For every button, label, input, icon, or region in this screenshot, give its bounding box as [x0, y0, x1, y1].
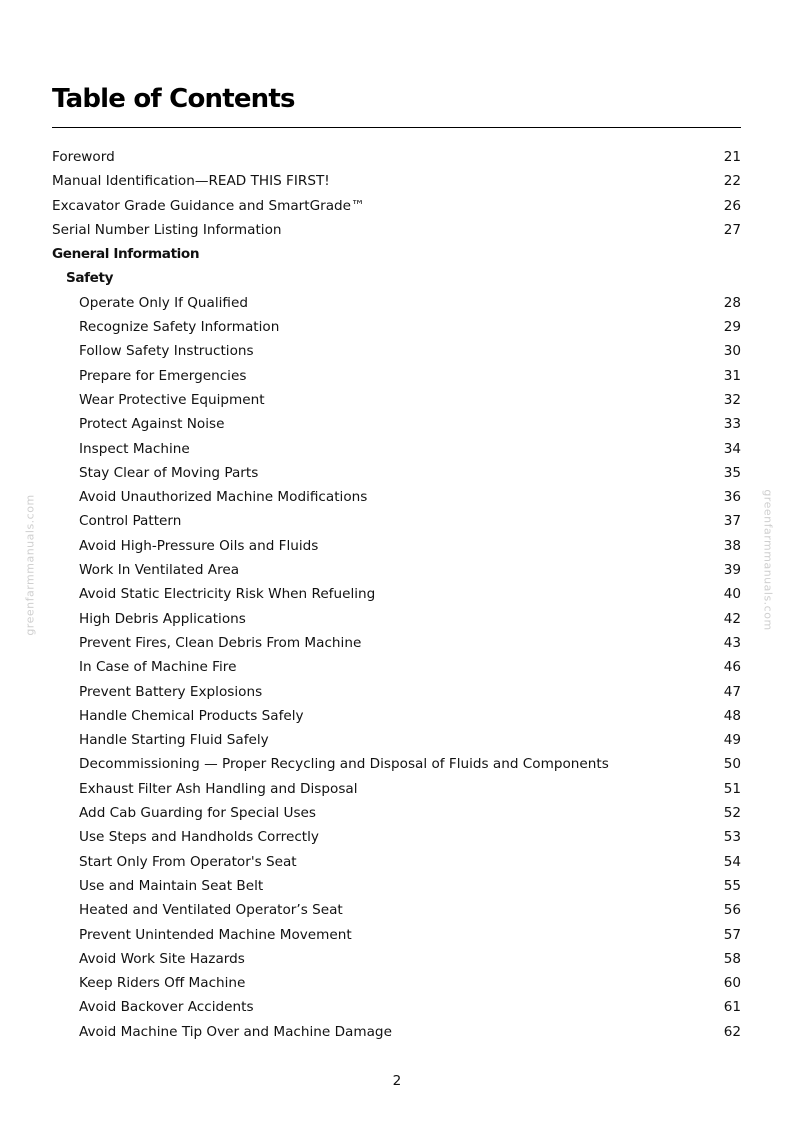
- toc-entry-label: Decommissioning — Proper Recycling and Disposal of Fluids and Components: [79, 756, 609, 773]
- toc-entry-page: 58: [723, 950, 741, 967]
- toc-entry[interactable]: [52, 1020, 741, 1044]
- toc-entry[interactable]: [52, 655, 741, 679]
- toc-entry[interactable]: [52, 947, 741, 971]
- toc-entry-label: Wear Protective Equipment: [79, 391, 265, 408]
- toc-entry[interactable]: [52, 704, 741, 728]
- toc-entry-label: Handle Chemical Products Safely: [79, 707, 304, 724]
- toc-entry-page: 46: [723, 659, 741, 676]
- toc-entry-page: 28: [723, 294, 741, 311]
- toc-entry[interactable]: [52, 412, 741, 436]
- toc-entry-label: Protect Against Noise: [79, 416, 225, 433]
- toc-entry-label: Exhaust Filter Ash Handling and Disposal: [79, 780, 358, 797]
- toc-entry-label: Prevent Battery Explosions: [79, 683, 263, 700]
- toc-entry-page: 21: [723, 149, 741, 165]
- toc-entry-page: 39: [723, 562, 741, 579]
- toc-entry[interactable]: [52, 898, 741, 922]
- toc-entry[interactable]: [52, 801, 741, 825]
- toc-entry[interactable]: [52, 752, 741, 776]
- toc-entry-label: Use Steps and Handholds Correctly: [79, 829, 319, 846]
- toc-entry[interactable]: [52, 509, 741, 533]
- toc-entry-label: Start Only From Operator's Seat: [79, 853, 297, 870]
- toc-entry[interactable]: [52, 631, 741, 655]
- toc-entry-label: Inspect Machine: [79, 440, 190, 457]
- toc-entry-label: High Debris Applications: [79, 610, 246, 627]
- toc-entry[interactable]: [52, 364, 741, 388]
- toc-entry-page: 34: [723, 440, 741, 457]
- toc-entry[interactable]: [52, 850, 741, 874]
- toc-entry[interactable]: [52, 971, 741, 995]
- toc-entry[interactable]: [52, 218, 741, 242]
- toc-entry-label: Heated and Ventilated Operator’s Seat: [79, 902, 343, 919]
- toc-entry-page: 50: [723, 756, 741, 773]
- toc-entry[interactable]: [52, 291, 741, 315]
- toc-entry-page: 32: [723, 391, 741, 408]
- toc-entry-label: Safety: [66, 270, 114, 287]
- title-divider: [52, 127, 741, 128]
- toc-entry-page: 38: [723, 537, 741, 554]
- toc-entry-label: Work In Ventilated Area: [79, 562, 240, 579]
- toc-entry[interactable]: [52, 728, 741, 752]
- toc-entry[interactable]: [52, 485, 741, 509]
- toc-entry[interactable]: [52, 874, 741, 898]
- toc-entry-label: Operate Only If Qualified: [79, 294, 248, 311]
- toc-entry-page: 36: [723, 489, 741, 506]
- toc-entry-label: Prevent Unintended Machine Movement: [79, 926, 352, 943]
- toc-entry-page: 57: [723, 926, 741, 943]
- toc-entry-label: Follow Safety Instructions: [79, 343, 254, 360]
- toc-entry-label: Keep Riders Off Machine: [79, 975, 246, 992]
- toc-entry-page: 62: [723, 1023, 741, 1040]
- toc-entry[interactable]: [52, 461, 741, 485]
- toc-entry-page: 61: [723, 999, 741, 1016]
- toc-entry-page: 60: [723, 975, 741, 992]
- toc-entry-page: 54: [723, 853, 741, 870]
- toc-entry-page: 30: [723, 343, 741, 360]
- toc-entry-page: 29: [723, 319, 741, 336]
- toc-entry-label: Avoid High-Pressure Oils and Fluids: [79, 537, 319, 554]
- toc-entry-page: 22: [723, 173, 741, 190]
- toc-entry-page: 35: [723, 464, 741, 481]
- toc-entry-page: 27: [723, 221, 741, 238]
- toc-entry-label: Handle Starting Fluid Safely: [79, 732, 269, 749]
- toc-entry[interactable]: [52, 607, 741, 631]
- toc-entry-label: Stay Clear of Moving Parts: [79, 464, 259, 481]
- toc-entry-label: Foreword: [52, 149, 115, 165]
- toc-entry-label: Use and Maintain Seat Belt: [79, 877, 264, 894]
- toc-entry-page: 52: [723, 805, 741, 822]
- toc-entry[interactable]: [52, 194, 741, 218]
- toc-entry[interactable]: [52, 437, 741, 461]
- toc-entry[interactable]: [52, 169, 741, 193]
- page-number: 2: [392, 1073, 402, 1089]
- toc-entry[interactable]: [52, 558, 741, 582]
- toc-entry-page: 53: [723, 829, 741, 846]
- toc-entry-page: 43: [723, 634, 741, 651]
- toc-entry-page: 31: [723, 367, 741, 384]
- toc-entry[interactable]: [52, 534, 741, 558]
- toc-entry[interactable]: [52, 582, 741, 606]
- toc-entry-label: Recognize Safety Information: [79, 319, 280, 336]
- toc-entry-label: Control Pattern: [79, 513, 182, 530]
- toc-entry-label: Avoid Machine Tip Over and Machine Damage: [79, 1023, 392, 1040]
- toc-entry-label: Add Cab Guarding for Special Uses: [79, 805, 317, 822]
- toc-entry[interactable]: [52, 388, 741, 412]
- toc-entry[interactable]: [52, 339, 741, 363]
- toc-entry-page: 56: [723, 902, 741, 919]
- toc-entry-label: Avoid Backover Accidents: [79, 999, 254, 1016]
- toc-entry-label: General Information: [52, 246, 200, 263]
- page-title: Table of Contents: [52, 84, 295, 114]
- toc-entry-page: 42: [723, 610, 741, 627]
- toc-entry-page: 40: [723, 586, 741, 603]
- toc-entry-page: 26: [723, 197, 741, 214]
- toc-section-heading: [52, 242, 741, 266]
- toc-entry[interactable]: [52, 825, 741, 849]
- toc-entry-label: Avoid Unauthorized Machine Modifications: [79, 489, 368, 506]
- toc-entry-label: Avoid Work Site Hazards: [79, 950, 245, 967]
- toc-entry[interactable]: [52, 680, 741, 704]
- toc-entry-page: 48: [723, 707, 741, 724]
- toc-entry-page: 37: [723, 513, 741, 530]
- toc-entry[interactable]: [52, 315, 741, 339]
- table-of-contents: [52, 145, 741, 1044]
- toc-entry-label: In Case of Machine Fire: [79, 659, 237, 676]
- toc-entry-label: Prevent Fires, Clean Debris From Machine: [79, 634, 362, 651]
- toc-section-heading: [52, 266, 741, 290]
- toc-entry-label: Prepare for Emergencies: [79, 367, 247, 384]
- toc-entry-label: Excavator Grade Guidance and SmartGrade™: [52, 197, 365, 214]
- watermark-right: greenfarmmanuals.com: [761, 489, 775, 631]
- toc-entry[interactable]: [52, 923, 741, 947]
- toc-entry-label: Manual Identification—READ THIS FIRST!: [52, 173, 330, 190]
- toc-entry[interactable]: [52, 777, 741, 801]
- toc-entry-page: 55: [723, 877, 741, 894]
- toc-entry-page: 47: [723, 683, 741, 700]
- toc-entry-page: 49: [723, 732, 741, 749]
- toc-entry[interactable]: [52, 995, 741, 1019]
- toc-entry-page: 51: [723, 780, 741, 797]
- toc-entry[interactable]: [52, 145, 741, 169]
- toc-entry-label: Serial Number Listing Information: [52, 221, 282, 238]
- toc-entry-page: 33: [723, 416, 741, 433]
- watermark-left: greenfarmmanuals.com: [23, 494, 37, 636]
- toc-entry-label: Avoid Static Electricity Risk When Refueling: [79, 586, 376, 603]
